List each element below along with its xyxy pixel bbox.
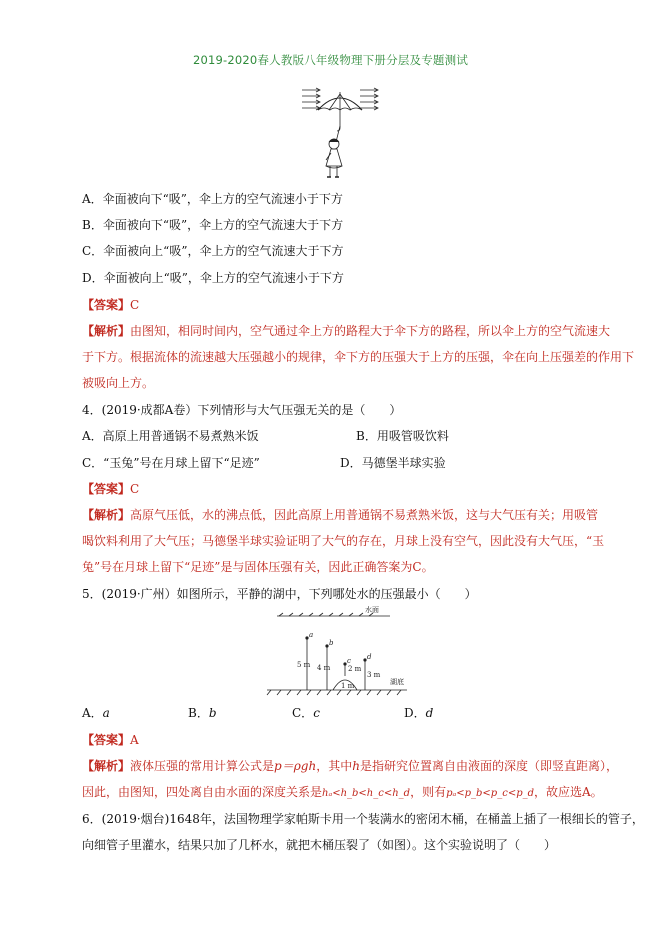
q4-analysis-line-2: 喝饮料利用了大气压；马德堡半球实验证明了大气的存在，月球上没有空气，因此没有大气压，“玉 — [82, 534, 605, 548]
depth-c-label: 2 m — [348, 665, 362, 673]
pressure-relation: pₐ<p_b<p_c<p_d — [446, 788, 534, 799]
bottom-label: 湖底 — [390, 678, 404, 686]
q6-stem-line-2: 向细管子里灌水，结果只加了几杯水，就把木桶压裂了（如图）。这个实验说明了（ ） — [82, 838, 557, 852]
q4-option-a: A．高原上用普通锅不易煮熟米饭 — [82, 429, 259, 443]
depth-a-label: 5 m — [297, 661, 311, 669]
q5-answer — [82, 732, 139, 748]
depth-b-label: 4 m — [317, 664, 331, 672]
q4-analysis-line-3: 兔”号在月球上留下“足迹”是与固体压强有关，因此正确答案为C。 — [82, 560, 434, 574]
analysis-tag: 【解析】 — [82, 508, 131, 522]
mound-label: 1 m — [341, 682, 355, 690]
depth-relation: hₐ<h_b<h_c<h_d — [322, 788, 411, 799]
page-header: 2019-2020春人教版八年级物理下册分层及专题测试 — [192, 53, 469, 67]
answer-tag: 【答案】 — [82, 298, 131, 312]
q6-stem-line-1: 6．(2019·烟台)1648年，法国物理学家帕斯卡用一个装满水的密闭木桶，在桶盖上插了一根细长的管子， — [82, 812, 644, 826]
answer-value: C — [130, 482, 140, 496]
q5-analysis-line-2: 因此，由图知，四处离自由水面的深度关系是hₐ<h_b<h_c<h_d，则有pₐ<p_b<p_c<p_d，故应选A。 — [82, 785, 603, 799]
formula: p＝ρgh — [274, 759, 317, 773]
analysis-tag: 【解析】 — [82, 759, 131, 773]
point-b-label: b — [329, 639, 334, 647]
point-d-label: d — [367, 653, 372, 661]
q4-stem: 4．(2019·成都A卷）下列情形与大气压强无关的是（ ） — [82, 403, 402, 417]
q4-option-d: D．马德堡半球实验 — [340, 456, 446, 470]
q3-answer — [82, 297, 139, 313]
lake-figure — [265, 604, 415, 700]
point-a-label: a — [309, 631, 314, 639]
q3-analysis-line-3: 被吸向上方。 — [82, 376, 155, 390]
q3-option-d: D．伞面被向上“吸”，伞上方的空气流速小于下方 — [82, 271, 344, 285]
q3-option-b: B．伞面被向下“吸”，伞上方的空气流速大于下方 — [82, 218, 344, 232]
answer-tag: 【答案】 — [82, 482, 131, 496]
point-c-label: c — [347, 657, 351, 665]
answer-tag: 【答案】 — [82, 733, 131, 747]
q5-stem: 5．(2019·广州）如图所示，平静的湖中，下列哪处水的压强最小（ ） — [82, 587, 477, 601]
q4-analysis-line-1: 【解析】高原气压低，水的沸点低，因此高原上用普通锅不易煮熟米饭，这与大气压有关；用吸管 — [82, 508, 599, 522]
q5-option-b: B．b — [188, 706, 217, 720]
q5-option-a: A．a — [82, 706, 110, 720]
answer-value: C — [130, 298, 140, 312]
q3-option-c: C．伞面被向上“吸”，伞上方的空气流速大于下方 — [82, 244, 344, 258]
q3-analysis-line-2: 于下方。根据流体的流速越大压强越小的规律，伞下方的压强大于上方的压强，伞在向上压强差的作用下 — [82, 350, 635, 364]
umbrella-figure — [300, 82, 380, 182]
depth-d-label: 3 m — [367, 671, 381, 679]
q5-option-d: D．d — [404, 706, 434, 720]
q3-analysis-line-1: 【解析】由图知，相同时间内，空气通过伞上方的路程大于伞下方的路程，所以伞上方的空气流速大 — [82, 324, 611, 338]
q4-option-c: C．“玉兔”号在月球上留下“足迹” — [82, 456, 260, 470]
analysis-tag: 【解析】 — [82, 324, 131, 338]
q5-option-c: C．c — [292, 706, 320, 720]
surface-label: 水面 — [365, 606, 379, 614]
q3-option-a: A．伞面被向下“吸”，伞上方的空气流速小于下方 — [82, 192, 343, 206]
q4-answer — [82, 481, 139, 497]
q4-option-b: B．用吸管吸饮料 — [356, 429, 449, 443]
answer-value: A — [130, 733, 139, 747]
q5-analysis-line-1: 【解析】液体压强的常用计算公式是p＝ρgh，其中h是指研究位置离自由液面的深度（即竖直距离）， — [82, 759, 618, 773]
